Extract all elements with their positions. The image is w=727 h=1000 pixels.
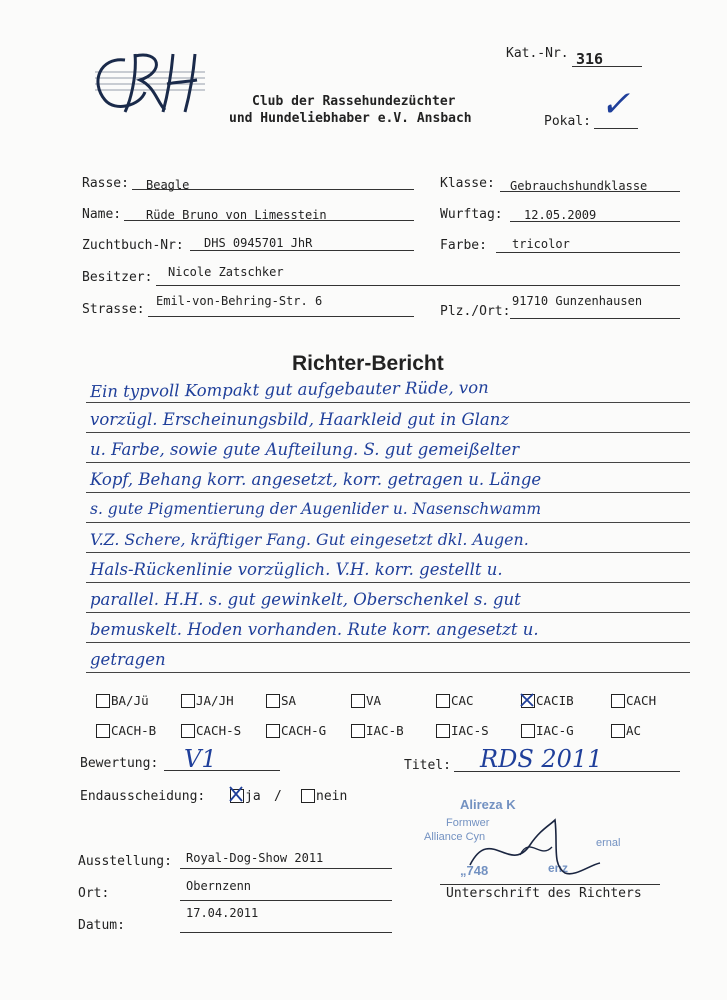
besitzer-value: Nicole Zatschker (168, 265, 284, 279)
report-line-2: vorzügl. Erscheinungsbild, Haarkleid gut in Glanz (90, 410, 510, 429)
katnr-label: Kat.-Nr. (506, 46, 569, 61)
checkbox-cacib[interactable] (521, 694, 535, 708)
checkbox-label: IAC-B (366, 723, 404, 738)
checkbox-cach[interactable] (611, 694, 625, 708)
nein-label: nein (316, 789, 348, 804)
checkbox-cach-s[interactable] (181, 724, 195, 738)
klasse-value: Gebrauchshundklasse (510, 179, 648, 193)
checkbox-iac-g[interactable] (521, 724, 535, 738)
zuchtbuch-value: DHS 0945701 JhR (204, 236, 313, 250)
checkbox-ja-jh[interactable] (181, 694, 195, 708)
pokal-check: ✓ (600, 84, 631, 125)
checkbox-label: IAC-G (536, 723, 574, 738)
besitzer-label: Besitzer: (82, 270, 153, 285)
ort-value: Obernzenn (186, 879, 252, 893)
ausstellung-label: Ausstellung: (78, 854, 172, 869)
rasse-value: Beagle (146, 178, 190, 192)
plz-label: Plz./Ort: (440, 304, 511, 319)
titel-value: RDS 2011 (480, 745, 603, 773)
checkbox-cach-g[interactable] (266, 724, 280, 738)
bewertung-value: V1 (184, 745, 217, 773)
checkbox-label: BA/Jü (111, 693, 149, 708)
checkbox-va[interactable] (351, 694, 365, 708)
report-line-9: bemuskelt. Hoden vorhanden. Rute korr. angesetzt u. (90, 620, 539, 639)
farbe-value: tricolor (512, 237, 570, 251)
rasse-label: Rasse: (82, 176, 129, 191)
report-line-6: V.Z. Schere, kräftiger Fang. Gut eingesetzt dkl. Augen. (90, 530, 529, 549)
checkbox-ac[interactable] (611, 724, 625, 738)
report-line-7: Hals-Rückenlinie vorzüglich. V.H. korr. gestellt u. (90, 560, 503, 579)
name-label: Name: (82, 207, 122, 222)
endausscheidung-label: Endausscheidung: (80, 789, 206, 804)
report-line-1: Ein typvoll Kompakt gut aufgebauter Rüde, von (89, 377, 489, 402)
checkbox-label: CAC (451, 693, 474, 708)
checkbox-nein[interactable] (301, 789, 315, 803)
checkbox-ba-ju[interactable] (96, 694, 110, 708)
report-line-5: s. gute Pigmentierung der Augenlider u. Nasenschwamm (90, 500, 542, 518)
club-name-line2: und Hundeliebhaber e.V. Ansbach (229, 111, 472, 126)
farbe-label: Farbe: (440, 238, 487, 253)
report-line-3: u. Farbe, sowie gute Aufteilung. S. gut gemeißelter (90, 440, 520, 459)
zuchtbuch-label: Zuchtbuch-Nr: (82, 238, 184, 253)
wurftag-label: Wurftag: (440, 207, 503, 222)
ausstellung-value: Royal-Dog-Show 2011 (186, 851, 324, 865)
svg-text:CRH: CRH (85, 42, 88, 43)
strasse-value: Emil-von-Behring-Str. 6 (156, 294, 323, 308)
checkbox-label: AC (626, 723, 642, 738)
checkbox-cach-b[interactable] (96, 724, 110, 738)
checkbox-label: VA (366, 693, 382, 708)
checkbox-label: JA/JH (196, 693, 234, 708)
katnr-value: 316 (576, 50, 604, 68)
checkbox-label: SA (281, 693, 297, 708)
ja-label: ja (245, 789, 261, 804)
report-title: Richter-Bericht (292, 352, 444, 375)
checkbox-label: CACH-S (196, 723, 242, 738)
signature-label: Unterschrift des Richters (446, 886, 642, 901)
checkbox-sa[interactable] (266, 694, 280, 708)
checkbox-label: CACH-G (281, 723, 327, 738)
checkbox-label: IAC-S (451, 723, 489, 738)
judge-stamp: Alireza K Formwer Alliance Cyn ernal „748 enz (424, 797, 621, 878)
checkbox-cac[interactable] (436, 694, 450, 708)
ort-label: Ort: (78, 886, 110, 901)
club-logo (85, 42, 215, 122)
checkbox-label: CACH (626, 693, 657, 708)
name-value: Rüde Bruno von Limesstein (146, 208, 327, 222)
checkbox-label: CACIB (536, 693, 574, 708)
report-line-4: Kopf, Behang korr. angesetzt, korr. getragen u. Länge (90, 470, 542, 489)
check-mark-icon (519, 692, 535, 708)
report-line-8: parallel. H.H. s. gut gewinkelt, Oberschenkel s. gut (90, 590, 521, 609)
checkbox-iac-s[interactable] (436, 724, 450, 738)
bewertung-label: Bewertung: (80, 756, 159, 771)
wurftag-value: 12.05.2009 (524, 208, 597, 222)
check-mark-icon (228, 785, 244, 803)
pokal-label: Pokal: (544, 114, 591, 129)
datum-label: Datum: (78, 918, 125, 933)
checkbox-iac-b[interactable] (351, 724, 365, 738)
strasse-label: Strasse: (82, 302, 145, 317)
plz-value: 91710 Gunzenhausen (512, 294, 643, 308)
datum-value: 17.04.2011 (186, 906, 259, 920)
checkbox-ja[interactable] (230, 789, 244, 803)
titel-label: Titel: (404, 758, 451, 773)
endausscheidung-slash: / (274, 789, 282, 804)
judge-signature (440, 805, 620, 885)
checkbox-label: CACH-B (111, 723, 157, 738)
klasse-label: Klasse: (440, 176, 495, 191)
club-name-line1: Club der Rassehundezüchter (252, 94, 456, 109)
report-line-10: getragen (90, 650, 166, 669)
